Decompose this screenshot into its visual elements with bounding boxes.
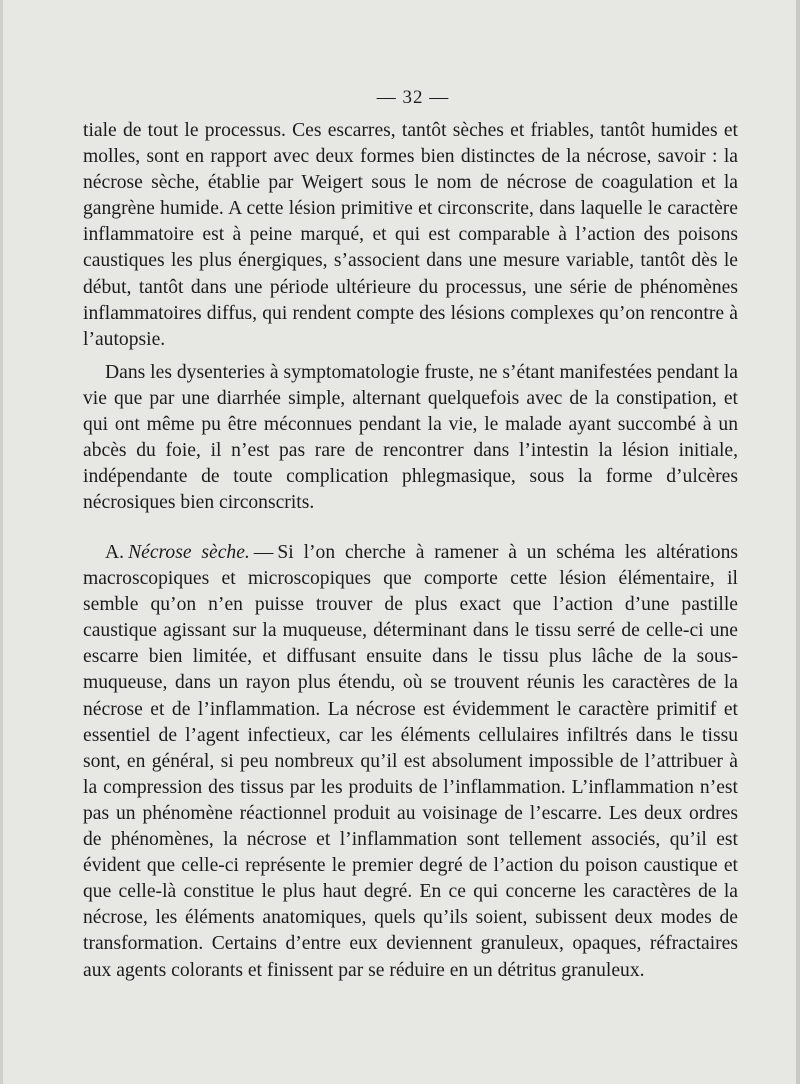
section-title: Nécrose sèche. <box>128 542 250 563</box>
section-letter: A. <box>105 542 125 563</box>
section-dash: — <box>253 542 274 563</box>
paragraph-dysenteries <box>83 360 738 517</box>
paragraph-text: Dans les dysenteries à symptomatologie fruste, ne s’étant manifestées pendant la vie que par une diarrhée simple, alternant quelquefois avec de la constipation, et qui ont même pu être méconnues pendant la vie, le malade ayant succombé à un abcès du foie, il n’est pas rare de rencontrer dans l’intestin la lésion initiale, indépendante de toute complication phlegmasique, sous la forme d’ulcères nécrosiques bien circonscrits. <box>83 362 738 514</box>
section-body: Si l’on cherche à ramener à un schéma les altérations macroscopiques et microscopiques que comporte cette lésion élémentaire, il semble qu’on n’en puisse trouver de plus exact que l’action d’une pastille caustique agissant sur la muqueuse, déterminant dans le tissu serré de celle-ci une escarre bien limitée, et diffusant ensuite dans le tissu plus lâche de la sous-muqueuse, dans un rayon plus étendu, où se trouvent réunis les caractères de la nécrose et de l’inflammation. La nécrose est évidemment le caractère primitif et essentiel de l’agent infectieux, car les éléments cellulaires infiltrés dans le tissu sont, en général, si peu nombreux qu’il est absolument impossible de l’attribuer à la compression des tissus par les produits de l’inflammation. L’inflammation n’est pas un phénomène réactionnel produit au voisinage de l’escarre. Les deux ordres de phénomènes, la nécrose et l’inflammation sont tellement associés, qu’il est évident que celle-ci représente le premier degré de l’action du poison caustique et que celle-là constitue le plus haut degré. En ce qui concerne les caractères de la nécrose, les éléments anatomiques, quels qu’ils soient, subissent deux modes de transformation. Certains d’entre eux deviennent granuleux, opaques, réfractaires aux agents colorants et finissent par se réduire en un détritus granuleux. <box>83 542 738 981</box>
page-number: — 32 — <box>376 87 450 108</box>
paragraph-text: tiale de tout le processus. Ces escarres, tantôt sèches et friables, tantôt humides et molles, sont en rapport avec deux formes bien distinctes de la nécrose, savoir : la nécrose sèche, établie par Weigert sous le nom de nécrose de coagulation et la gangrène humide. A cette lésion primitive et circonscrite, dans laquelle le caractère inflammatoire est à peine marqué, et qui est comparable à l’action des poisons caustiques les plus énergiques, s’associent dans une mesure variable, tantôt dès le début, tantôt dans une période ultérieure du processus, une série de phénomènes inflammatoires diffus, qui rendent compte des lésions complexes qu’on rencontre à l’autopsie. <box>83 120 738 350</box>
section-paragraph <box>83 540 738 984</box>
section-necrose-seche <box>83 540 738 984</box>
paragraph-continuation <box>83 118 738 353</box>
